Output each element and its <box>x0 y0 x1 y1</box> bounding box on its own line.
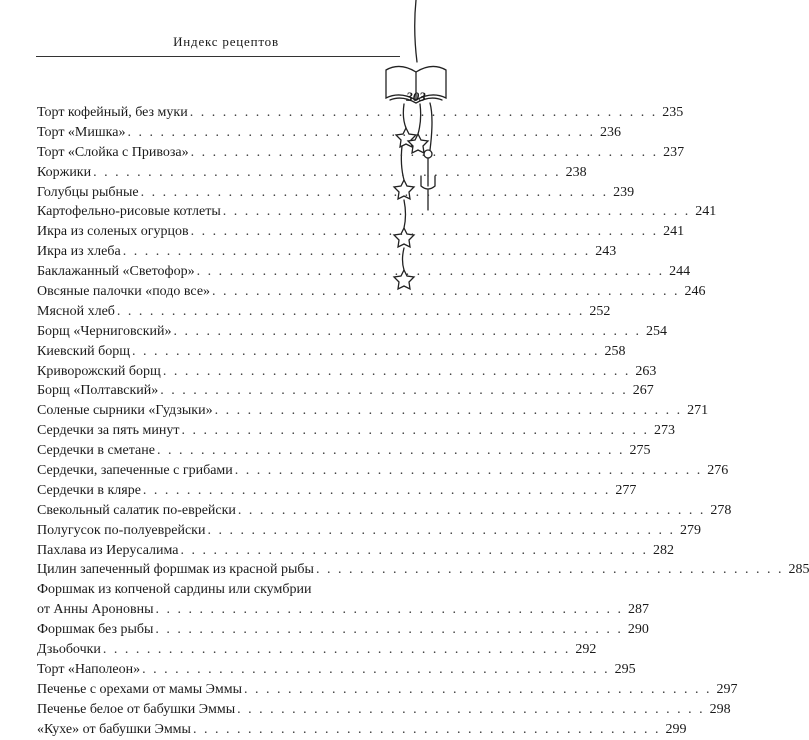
toc-entry[interactable] <box>37 640 597 660</box>
dot-leader: . . . . . . . . . . . . . . . . . . . . . . . . . . . . . . . . . . . . . . . . . . . <box>315 562 784 578</box>
dot-leader: . . . . . . . . . . . . . . . . . . . . . . . . . . . . . . . . . . . . . . . . . . . <box>155 622 623 638</box>
entry-title: Борщ «Черниговский» <box>37 323 172 339</box>
entry-title: Голубцы рыбные <box>37 184 139 200</box>
toc-entry[interactable] <box>37 342 626 362</box>
toc-entry[interactable] <box>37 441 651 461</box>
entry-page: 287 <box>628 602 650 618</box>
entry-page: 244 <box>669 264 691 280</box>
entry-title: Форшмак из копченой сардины или скумбрии <box>37 582 312 598</box>
entry-title: Киевский борщ <box>37 343 130 359</box>
entry-title: Сердечки в сметане <box>37 443 155 459</box>
toc-entry[interactable] <box>37 620 649 640</box>
toc-entry[interactable] <box>37 700 731 720</box>
dot-leader: . . . . . . . . . . . . . . . . . . . . . . . . . . . . . . . . . . . . . . . . . . . <box>244 681 712 697</box>
entry-page: 275 <box>629 443 651 459</box>
dot-leader: . . . . . . . . . . . . . . . . . . . . . . . . . . . . . . . . . . . . . . . . . . . <box>122 244 591 260</box>
entry-title: Торт кофейный, без муки <box>37 105 188 120</box>
dot-leader: . . . . . . . . . . . . . . . . . . . . . . . . . . . . . . . . . . . . . . . . . . . <box>192 721 661 737</box>
toc-entry[interactable] <box>37 282 706 302</box>
entry-title: Борщ «Полтавский» <box>37 383 159 399</box>
toc-entry[interactable] <box>37 501 732 521</box>
toc-entry[interactable] <box>37 222 685 242</box>
entry-page: 237 <box>663 144 685 160</box>
entry-title: Мясной хлеб <box>37 303 115 319</box>
entry-page: 239 <box>613 184 635 200</box>
entry-page: 241 <box>695 204 717 220</box>
entry-page: 254 <box>646 323 668 339</box>
entry-title: Сердечки, запеченные с грибами <box>37 463 233 479</box>
dot-leader: . . . . . . . . . . . . . . . . . . . . . . . . . . . . . . . . . . . . . . . . . . . <box>237 502 706 518</box>
entry-page: 238 <box>565 164 587 180</box>
entry-title: Свекольный салатик по-еврейски <box>37 502 236 518</box>
dot-leader: . . . . . . . . . . . . . . . . . . . . . . . . . . . . . . . . . . . . . . . . . . . <box>102 642 571 658</box>
dot-leader: . . . . . . . . . . . . . . . . . . . . . . . . . . . . . . . . . . . . . . . . . . . <box>140 184 609 200</box>
entry-title: Баклажанный «Светофор» <box>37 264 195 280</box>
toc-entry[interactable] <box>37 362 657 382</box>
entry-page: 243 <box>595 244 617 260</box>
page-number-badge: 303 <box>406 89 426 104</box>
string-line <box>415 0 417 62</box>
toc-entry[interactable] <box>37 242 617 262</box>
entry-title: Икра из соленых огурцов <box>37 224 189 240</box>
entry-page: 252 <box>589 303 611 319</box>
dot-leader: . . . . . . . . . . . . . . . . . . . . . . . . . . . . . . . . . . . . . . . . . . . <box>237 701 705 717</box>
dot-leader: . . . . . . . . . . . . . . . . . . . . . . . . . . . . . . . . . . . . . . . . . . . <box>234 463 703 479</box>
entry-title: от Анны Ароновны <box>37 602 154 618</box>
toc-entry[interactable] <box>37 461 729 481</box>
page-header-title: Индекс рецептов <box>173 34 279 49</box>
entry-page: 258 <box>604 343 626 359</box>
entry-page: 271 <box>687 403 709 419</box>
entry-title: Печенье с орехами от мамы Эммы <box>37 681 242 697</box>
toc-entry[interactable] <box>37 143 685 163</box>
entry-title: Цилин запеченный форшмак из красной рыбы <box>37 562 314 578</box>
toc-entry[interactable] <box>37 123 621 143</box>
dot-leader: . . . . . . . . . . . . . . . . . . . . . . . . . . . . . . . . . . . . . . . . . . . <box>142 661 610 677</box>
entry-title: Форшмак без рыбы <box>37 622 154 638</box>
entry-page: 299 <box>665 721 687 737</box>
entry-page: 246 <box>684 284 706 300</box>
entry-page: 235 <box>662 105 684 120</box>
toc-entry[interactable] <box>37 381 654 401</box>
recipe-index-list <box>37 103 809 740</box>
entry-title: Торт «Мишка» <box>37 124 126 140</box>
toc-entry[interactable] <box>37 580 376 600</box>
dot-leader: . . . . . . . . . . . . . . . . . . . . . . . . . . . . . . . . . . . . . . . . . . . <box>222 204 691 220</box>
entry-page: 236 <box>599 124 621 140</box>
entry-title: Картофельно-рисовые котлеты <box>37 204 221 220</box>
toc-entry[interactable] <box>37 521 701 541</box>
entry-title: Торт «Слойка с Привоза» <box>37 144 189 160</box>
entry-title: Криворожский борщ <box>37 363 161 379</box>
toc-entry[interactable] <box>37 183 635 203</box>
dot-leader: . . . . . . . . . . . . . . . . . . . . . . . . . . . . . . . . . . . . . . . . . . . <box>196 264 665 280</box>
toc-entry[interactable] <box>37 660 636 680</box>
entry-title: Сердечки в кляре <box>37 482 141 498</box>
entry-page: 267 <box>632 383 654 399</box>
header-rule <box>36 56 400 57</box>
dot-leader: . . . . . . . . . . . . . . . . . . . . . . . . . . . . . . . . . . . . . . . . . . . <box>127 124 595 140</box>
entry-page: 276 <box>707 463 729 479</box>
entry-page: 298 <box>709 701 731 717</box>
toc-entry[interactable] <box>37 481 637 501</box>
entry-page: 297 <box>716 681 738 697</box>
entry-page: 290 <box>627 622 649 638</box>
dot-leader: . . . . . . . . . . . . . . . . . . . . . . . . . . . . . . . . . . . . . . . . . . . <box>190 144 659 160</box>
entry-page: 282 <box>653 542 675 558</box>
dot-leader: . . . . . . . . . . . . . . . . . . . . . . . . . . . . . . . . . . . . . . . . . . . <box>116 303 585 319</box>
entry-title: Пахлава из Иерусалима <box>37 542 179 558</box>
toc-entry[interactable] <box>37 720 687 740</box>
dot-leader: . . . . . . . . . . . . . . . . . . . . . . . . . . . . . . . . . . . . . . . . . . . <box>160 383 628 399</box>
entry-title: «Кухе» от бабушки Эммы <box>37 721 191 737</box>
entry-title: Овсяные палочки «подо все» <box>37 284 211 300</box>
toc-entry[interactable] <box>37 103 684 123</box>
dot-leader: . . . . . . . . . . . . . . . . . . . . . . . . . . . . . . . . . . . . . . . . . . . <box>93 164 561 180</box>
entry-title: Полугусок по-полуеврейски <box>37 522 206 538</box>
toc-entry[interactable] <box>37 541 675 561</box>
entry-page: 263 <box>635 363 657 379</box>
dot-leader: . . . . . . . . . . . . . . . . . . . . . . . . . . . . . . . . . . . . . . . . . . . <box>189 105 658 120</box>
dot-leader: . . . . . . . . . . . . . . . . . . . . . . . . . . . . . . . . . . . . . . . . . . . <box>214 403 683 419</box>
dot-leader: . . . . . . . . . . . . . . . . . . . . . . . . . . . . . . . . . . . . . . . . . . . <box>173 323 642 339</box>
toc-entry[interactable] <box>37 560 809 580</box>
toc-entry[interactable] <box>37 163 587 183</box>
dot-leader: . . . . . . . . . . . . . . . . . . . . . . . . . . . . . . . . . . . . . . . . . . . <box>207 522 675 538</box>
entry-page: 285 <box>788 562 809 578</box>
dot-leader: . . . . . . . . . . . . . . . . . . . . . . . . . . . . . . . . . . . . . . . . . . . <box>180 542 649 558</box>
entry-title: Икра из хлеба <box>37 244 121 260</box>
toc-entry[interactable] <box>37 680 738 700</box>
toc-entry[interactable] <box>37 202 717 222</box>
entry-page: 295 <box>614 661 636 677</box>
entry-page: 279 <box>679 522 701 538</box>
entry-title: Торт «Наполеон» <box>37 661 141 677</box>
toc-entry[interactable] <box>37 302 611 322</box>
dot-leader: . . . . . . . . . . . . . . . . . . . . . . . . . . . . . . . . . . . . . . . . . . . <box>162 363 631 379</box>
entry-page: 273 <box>654 423 676 439</box>
dot-leader: . . . . . . . . . . . . . . . . . . . . . . . . . . . . . . . . . . . . . . . . . . . <box>156 443 625 459</box>
toc-entry[interactable] <box>37 600 650 620</box>
entry-title: Печенье белое от бабушки Эммы <box>37 701 236 717</box>
toc-entry[interactable] <box>37 262 691 282</box>
entry-title: Сердечки за пять минут <box>37 423 180 439</box>
toc-entry[interactable] <box>37 421 676 441</box>
entry-page: 241 <box>663 224 685 240</box>
entry-page: 278 <box>710 502 732 518</box>
entry-title: Соленые сырники «Гудзыки» <box>37 403 213 419</box>
toc-entry[interactable] <box>37 401 709 421</box>
dot-leader: . . . . . . . . . . . . . . . . . . . . . . . . . . . . . . . . . . . . . . . . . . . <box>142 482 611 498</box>
entry-page: 292 <box>575 642 597 658</box>
entry-title: Дзьобочки <box>37 642 101 658</box>
entry-title: Коржики <box>37 164 92 180</box>
toc-entry[interactable] <box>37 322 668 342</box>
entry-page: 277 <box>615 482 637 498</box>
dot-leader: . . . . . . . . . . . . . . . . . . . . . . . . . . . . . . . . . . . . . . . . . . . <box>155 602 624 618</box>
dot-leader: . . . . . . . . . . . . . . . . . . . . . . . . . . . . . . . . . . . . . . . . . . . <box>190 224 659 240</box>
dot-leader: . . . . . . . . . . . . . . . . . . . . . . . . . . . . . . . . . . . . . . . . . . . <box>212 284 680 300</box>
dot-leader: . . . . . . . . . . . . . . . . . . . . . . . . . . . . . . . . . . . . . . . . . . . <box>181 423 650 439</box>
dot-leader: . . . . . . . . . . . . . . . . . . . . . . . . . . . . . . . . . . . . . . . . . . . <box>131 343 600 359</box>
